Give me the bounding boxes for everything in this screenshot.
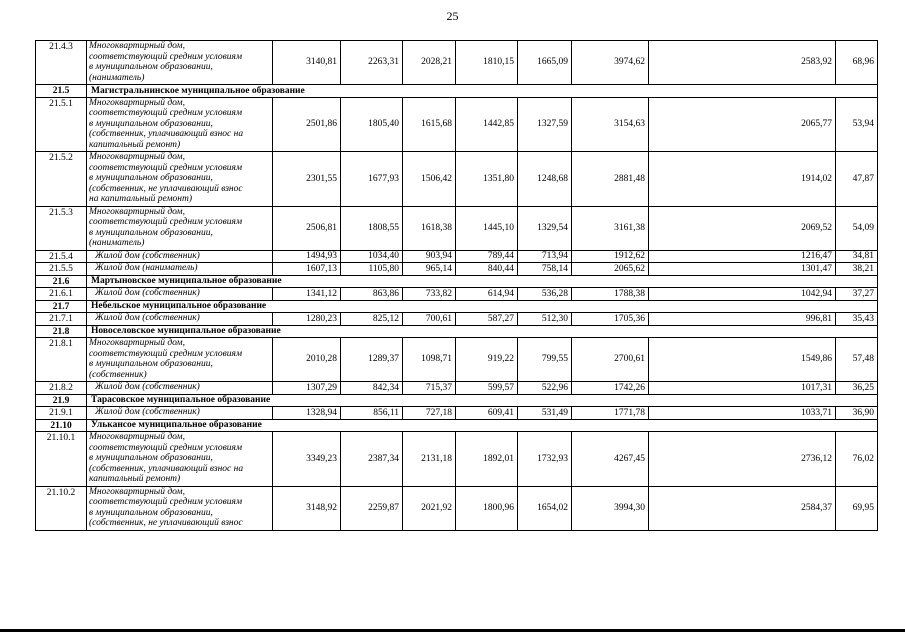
table-row	[36, 313, 878, 326]
value-cell: 2028,21	[403, 41, 456, 85]
value-cell: 863,86	[341, 288, 403, 301]
row-code: 21.5.3	[36, 206, 87, 250]
value-cell: 733,82	[403, 288, 456, 301]
value-cell: 3140,81	[273, 41, 341, 85]
value-cell: 1289,37	[341, 338, 403, 382]
value-cell: 1732,93	[518, 432, 572, 487]
value-cell: 1494,93	[273, 250, 341, 263]
value-cell: 2387,34	[341, 432, 403, 487]
value-cell: 57,48	[836, 338, 878, 382]
value-cell: 614,94	[456, 288, 518, 301]
value-cell: 1615,68	[403, 97, 456, 152]
value-cell: 1017,31	[649, 382, 836, 395]
value-cell: 713,94	[518, 250, 572, 263]
value-cell: 789,44	[456, 250, 518, 263]
row-code: 21.8.2	[36, 382, 87, 395]
value-cell: 3349,23	[273, 432, 341, 487]
value-cell: 1771,78	[572, 407, 649, 420]
value-cell: 1810,15	[456, 41, 518, 85]
row-description	[87, 152, 273, 207]
value-cell: 53,94	[836, 97, 878, 152]
table-row	[36, 338, 878, 382]
description-line: Жилой дом (наниматель)	[95, 263, 198, 273]
row-code: 21.10.1	[36, 432, 87, 487]
value-cell: 2065,77	[649, 97, 836, 152]
value-cell: 1329,54	[518, 206, 572, 250]
description-line: (наниматель)	[89, 72, 145, 83]
section-row	[36, 275, 878, 288]
value-cell: 1216,47	[649, 250, 836, 263]
value-cell: 35,43	[836, 313, 878, 326]
table-row	[36, 41, 878, 85]
description-line: Жилой дом (собственник)	[95, 407, 200, 417]
value-cell: 1705,36	[572, 313, 649, 326]
value-cell: 34,81	[836, 250, 878, 263]
value-cell: 1301,47	[649, 263, 836, 276]
description-line: в муниципальном образовании,	[89, 453, 213, 463]
description-line: в муниципальном образовании,	[89, 507, 213, 518]
value-cell: 1280,23	[273, 313, 341, 326]
value-cell: 38,21	[836, 263, 878, 276]
value-cell: 715,37	[403, 382, 456, 395]
description-line: в муниципальном образовании,	[89, 359, 213, 369]
description-line: Многоквартирный дом,	[89, 486, 185, 497]
value-cell: 856,11	[341, 407, 403, 420]
value-cell: 1042,94	[649, 288, 836, 301]
table-row	[36, 263, 878, 276]
value-cell: 3994,30	[572, 486, 649, 530]
value-cell: 1805,40	[341, 97, 403, 152]
row-description	[87, 206, 273, 250]
value-cell: 47,87	[836, 152, 878, 207]
value-cell: 54,09	[836, 206, 878, 250]
value-cell: 1506,42	[403, 152, 456, 207]
value-cell: 996,81	[649, 313, 836, 326]
value-cell: 1677,93	[341, 152, 403, 207]
section-row	[36, 85, 878, 98]
value-cell: 2736,12	[649, 432, 836, 487]
value-cell: 1549,86	[649, 338, 836, 382]
value-cell: 36,25	[836, 382, 878, 395]
value-cell: 1654,02	[518, 486, 572, 530]
section-row	[36, 394, 878, 407]
description-line: соответствующий средним условиям	[89, 162, 243, 173]
section-title: Мартыновское муниципальное образование	[87, 275, 878, 288]
value-cell: 758,14	[518, 263, 572, 276]
description-line: (собственник)	[89, 369, 147, 380]
description-line: Жилой дом (собственник)	[95, 288, 200, 298]
value-cell: 840,44	[456, 263, 518, 276]
value-cell: 919,22	[456, 338, 518, 382]
row-code: 21.5.4	[36, 250, 87, 263]
table-row	[36, 382, 878, 395]
value-cell: 727,18	[403, 407, 456, 420]
row-description	[87, 41, 273, 85]
description-line: соответствующий средним условиям	[89, 497, 243, 507]
value-cell: 1098,71	[403, 338, 456, 382]
section-code: 21.10	[36, 419, 87, 432]
description-line: (собственник, не уплачивающий взнос	[89, 518, 243, 528]
description-line: Жилой дом (собственник)	[95, 250, 200, 261]
value-cell: 2301,55	[273, 152, 341, 207]
description-line: капитальный ремонт)	[89, 139, 181, 150]
row-description	[87, 407, 273, 420]
section-title: Тарасовское муниципальное образование	[87, 394, 878, 407]
table-body	[36, 41, 878, 531]
description-line: в муниципальном образовании,	[89, 227, 213, 238]
value-cell: 531,49	[518, 407, 572, 420]
value-cell: 3148,92	[273, 486, 341, 530]
description-line: Многоквартирный дом,	[89, 41, 185, 51]
value-cell: 2259,87	[341, 486, 403, 530]
value-cell: 1914,02	[649, 152, 836, 207]
value-cell: 1341,12	[273, 288, 341, 301]
value-cell: 1328,94	[273, 407, 341, 420]
row-description	[87, 313, 273, 326]
table-row	[36, 250, 878, 263]
value-cell: 1742,26	[572, 382, 649, 395]
value-cell: 2506,81	[273, 206, 341, 250]
value-cell: 1800,96	[456, 486, 518, 530]
value-cell: 36,90	[836, 407, 878, 420]
page-number: 25	[446, 9, 459, 23]
value-cell: 2021,92	[403, 486, 456, 530]
value-cell: 1445,10	[456, 206, 518, 250]
value-cell: 2881,48	[572, 152, 649, 207]
row-description	[87, 97, 273, 152]
value-cell: 4267,45	[572, 432, 649, 487]
value-cell: 1788,38	[572, 288, 649, 301]
value-cell: 2065,62	[572, 263, 649, 276]
section-row	[36, 300, 878, 313]
value-cell: 68,96	[836, 41, 878, 85]
value-cell: 2700,61	[572, 338, 649, 382]
row-code: 21.5.2	[36, 152, 87, 207]
value-cell: 903,94	[403, 250, 456, 263]
description-line: Жилой дом (собственник)	[95, 313, 200, 323]
value-cell: 1248,68	[518, 152, 572, 207]
section-code: 21.9	[36, 394, 87, 407]
value-cell: 1607,13	[273, 263, 341, 276]
section-code: 21.8	[36, 325, 87, 338]
table-row	[36, 152, 878, 207]
description-line: в муниципальном образовании,	[89, 118, 213, 129]
description-line: Жилой дом (собственник)	[95, 382, 200, 392]
section-code: 21.7	[36, 300, 87, 313]
description-line: капитальный ремонт)	[89, 474, 181, 484]
value-cell: 1034,40	[341, 250, 403, 263]
row-code: 21.5.1	[36, 97, 87, 152]
value-cell: 1327,59	[518, 97, 572, 152]
value-cell: 1307,29	[273, 382, 341, 395]
row-code: 21.5.5	[36, 263, 87, 276]
description-line: (собственник, уплачивающий взнос на	[89, 129, 244, 139]
table-row	[36, 407, 878, 420]
description-line: соответствующий средним условиям	[89, 108, 243, 118]
row-description	[87, 432, 273, 487]
value-cell: 1618,38	[403, 206, 456, 250]
tariff-table	[35, 40, 878, 531]
value-cell: 799,55	[518, 338, 572, 382]
section-title: Улькансое муниципальное образование	[87, 419, 878, 432]
row-code: 21.6.1	[36, 288, 87, 301]
value-cell: 3161,38	[572, 206, 649, 250]
section-code: 21.6	[36, 275, 87, 288]
section-title: Новоселовское муниципальное образование	[87, 325, 878, 338]
value-cell: 1892,01	[456, 432, 518, 487]
value-cell: 76,02	[836, 432, 878, 487]
value-cell: 599,57	[456, 382, 518, 395]
section-title: Небельское муниципальное образование	[87, 300, 878, 313]
value-cell: 1033,71	[649, 407, 836, 420]
value-cell: 2069,52	[649, 206, 836, 250]
value-cell: 37,27	[836, 288, 878, 301]
scan-edge-line	[0, 629, 905, 632]
value-cell: 2263,31	[341, 41, 403, 85]
value-cell: 842,34	[341, 382, 403, 395]
description-line: соответствующий средним условиям	[89, 442, 243, 453]
value-cell: 587,27	[456, 313, 518, 326]
row-code: 21.7.1	[36, 313, 87, 326]
row-description	[87, 250, 273, 263]
value-cell: 965,14	[403, 263, 456, 276]
value-cell: 825,12	[341, 313, 403, 326]
row-description	[87, 288, 273, 301]
section-title: Магистральнинское муниципальное образование	[87, 85, 878, 98]
value-cell: 2584,37	[649, 486, 836, 530]
value-cell: 536,28	[518, 288, 572, 301]
section-row	[36, 419, 878, 432]
value-cell: 2131,18	[403, 432, 456, 487]
value-cell: 1808,55	[341, 206, 403, 250]
section-code: 21.5	[36, 85, 87, 98]
description-line: на капитальный ремонт)	[89, 194, 193, 204]
table-row	[36, 288, 878, 301]
value-cell: 609,41	[456, 407, 518, 420]
row-code: 21.8.1	[36, 338, 87, 382]
value-cell: 69,95	[836, 486, 878, 530]
description-line: Многоквартирный дом,	[89, 206, 185, 217]
section-row	[36, 325, 878, 338]
description-line: Многоквартирный дом,	[89, 97, 185, 108]
value-cell: 1912,62	[572, 250, 649, 263]
value-cell: 3154,63	[572, 97, 649, 152]
description-line: Многоквартирный дом,	[89, 152, 185, 162]
value-cell: 700,61	[403, 313, 456, 326]
value-cell: 1105,80	[341, 263, 403, 276]
row-description	[87, 382, 273, 395]
description-line: (собственник, не уплачивающий взнос	[89, 183, 243, 194]
row-description	[87, 486, 273, 530]
row-code: 21.10.2	[36, 486, 87, 530]
table-row	[36, 206, 878, 250]
description-line: (наниматель)	[89, 238, 145, 248]
description-line: в муниципальном образовании,	[89, 173, 213, 183]
description-line: в муниципальном образовании,	[89, 62, 213, 72]
description-line: соответствующий средним условиям	[89, 348, 243, 359]
value-cell: 3974,62	[572, 41, 649, 85]
table-row	[36, 486, 878, 530]
value-cell: 2501,86	[273, 97, 341, 152]
table-row	[36, 432, 878, 487]
table-row	[36, 97, 878, 152]
value-cell: 1442,85	[456, 97, 518, 152]
description-line: Многоквартирный дом,	[89, 338, 185, 348]
value-cell: 1351,80	[456, 152, 518, 207]
value-cell: 522,96	[518, 382, 572, 395]
value-cell: 512,30	[518, 313, 572, 326]
row-description	[87, 263, 273, 276]
description-line: (собственник, уплачивающий взнос на	[89, 463, 244, 474]
value-cell: 2010,28	[273, 338, 341, 382]
row-description	[87, 338, 273, 382]
value-cell: 1665,09	[518, 41, 572, 85]
description-line: Многоквартирный дом,	[89, 432, 185, 442]
row-code: 21.4.3	[36, 41, 87, 85]
description-line: соответствующий средним условиям	[89, 217, 243, 227]
description-line: соответствующий средним условиям	[89, 51, 243, 62]
value-cell: 2583,92	[649, 41, 836, 85]
row-code: 21.9.1	[36, 407, 87, 420]
